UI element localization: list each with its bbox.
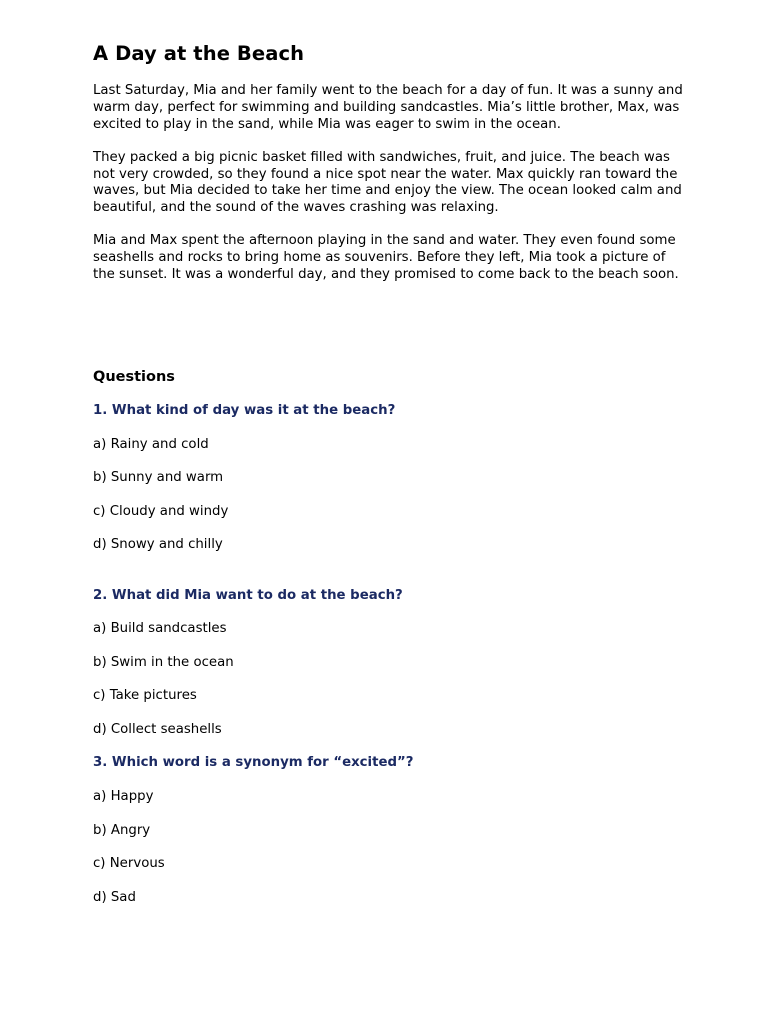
question-2-option-c: c) Take pictures xyxy=(93,688,197,703)
question-2-option-d: d) Collect seashells xyxy=(93,722,222,737)
question-3-option-a: a) Happy xyxy=(93,789,154,804)
questions-heading: Questions xyxy=(93,369,175,385)
question-1: 1. What kind of day was it at the beach? xyxy=(93,403,396,418)
question-2-option-b: b) Swim in the ocean xyxy=(93,655,234,670)
question-1-option-a: a) Rainy and cold xyxy=(93,437,209,452)
question-3-option-d: d) Sad xyxy=(93,890,136,905)
question-3-option-c: c) Nervous xyxy=(93,856,165,871)
question-3: 3. Which word is a synonym for “excited”? xyxy=(93,755,414,770)
question-2-option-a: a) Build sandcastles xyxy=(93,621,227,636)
question-1-option-c: c) Cloudy and windy xyxy=(93,504,229,519)
question-2: 2. What did Mia want to do at the beach? xyxy=(93,588,403,603)
passage-paragraph-3: Mia and Max spent the afternoon playing in the sand and water. They even found some seashells and rocks to bring home as souvenirs. Before they left, Mia took a picture of the sunset. It was a wonderful day, and they promised to come back to the beach soon. xyxy=(93,233,679,282)
passage-paragraph-2: They packed a big picnic basket filled with sandwiches, fruit, and juice. The beach was not very crowded, so they found a nice spot near the water. Max quickly ran toward the waves, but Mia decided to take her time and enjoy the view. The ocean looked calm and beautiful, and the sound of the waves crashing was relaxing. xyxy=(93,149,682,215)
question-1-option-d: d) Snowy and chilly xyxy=(93,537,223,552)
question-1-option-b: b) Sunny and warm xyxy=(93,470,224,485)
question-3-option-b: b) Angry xyxy=(93,823,151,838)
passage-paragraph-1: Last Saturday, Mia and her family went to the beach for a day of fun. It was a sunny and warm day, perfect for swimming and building sandcastles. Mia’s little brother, Max, was excited to play in the sand, while Mia was eager to swim in the ocean. xyxy=(93,83,683,132)
reading-passage xyxy=(93,83,683,284)
worksheet-page xyxy=(93,42,683,300)
page-title: A Day at the Beach xyxy=(93,42,305,65)
